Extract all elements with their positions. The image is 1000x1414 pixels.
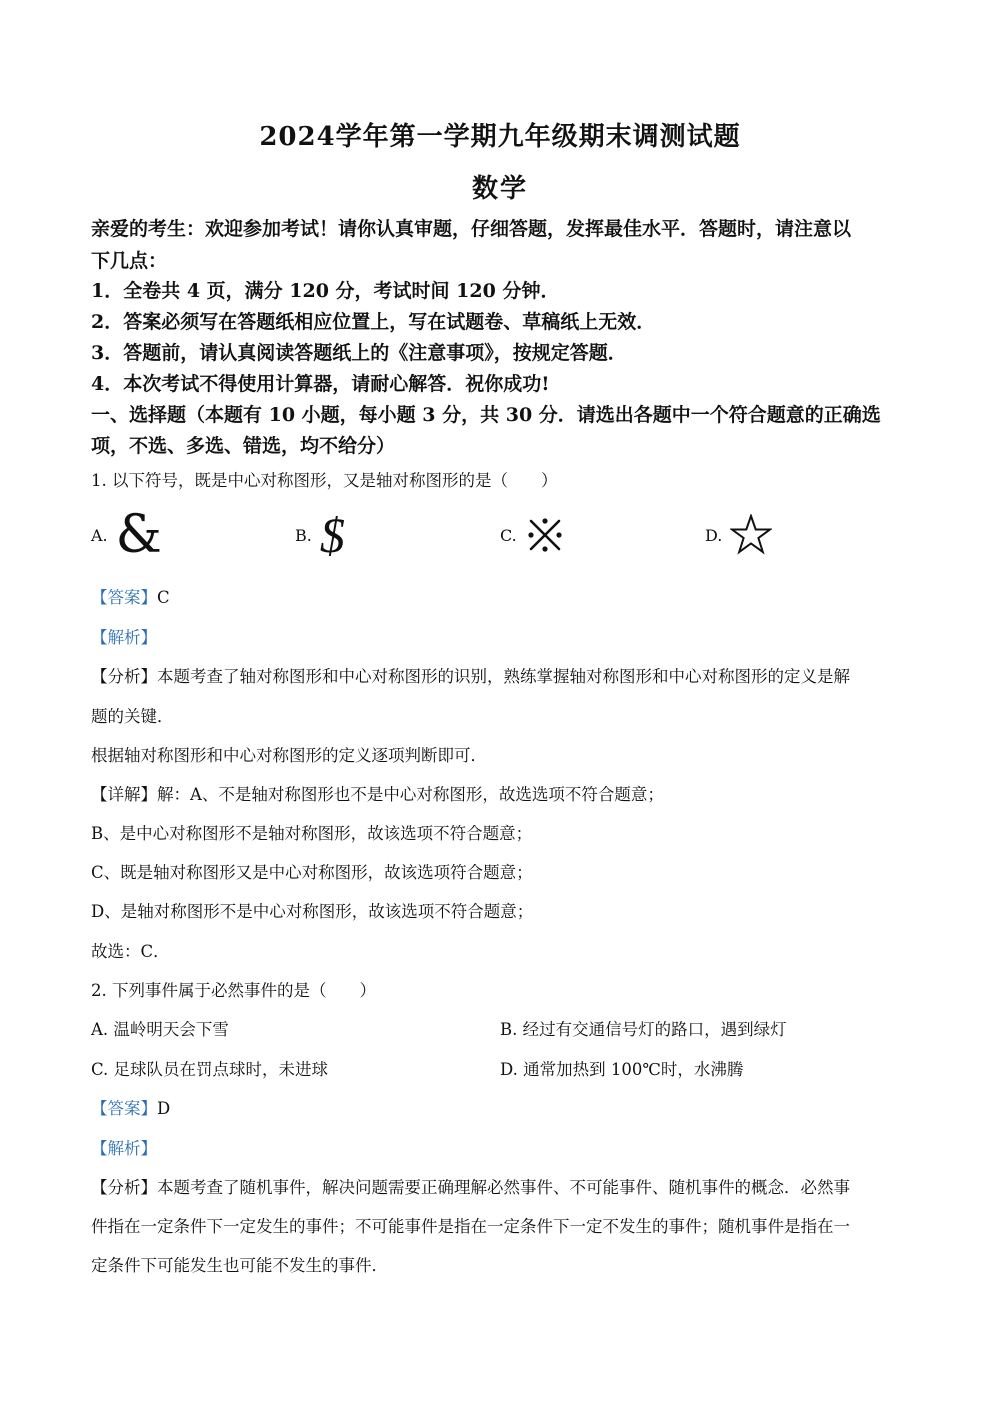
answer-value: D xyxy=(157,1099,171,1118)
star-outline-icon xyxy=(730,514,772,556)
q2-option-c xyxy=(91,1056,328,1080)
q2-answer xyxy=(91,1095,170,1119)
q1-fenxi-line-2: 题的关键． xyxy=(91,707,174,726)
q1-option-a-label: A. xyxy=(91,525,108,545)
q1-detail-line-4: D、是轴对称图形不是中心对称图形，故该选项不符合题意； xyxy=(91,902,534,921)
q1-detail-line-3: C、既是轴对称图形又是中心对称图形，故该选项符合题意； xyxy=(91,863,533,882)
detail-tag: 【详解】 xyxy=(91,785,157,804)
note-2: 2．答案必须写在答题纸相应位置上，写在试题卷、草稿纸上无效． xyxy=(91,311,656,333)
q2-option-b-text: 经过有交通信号灯的路口，遇到绿灯 xyxy=(522,1020,787,1039)
fenxi-tag: 【分析】 xyxy=(91,667,157,686)
q1-detail-line-2: B、是中心对称图形不是轴对称图形，故该选项不符合题意； xyxy=(91,824,533,843)
intro-line-2: 下几点： xyxy=(91,250,168,272)
q2-fenxi-line-1 xyxy=(91,1174,850,1198)
q1-method: 根据轴对称图形和中心对称图形的定义逐项判断即可． xyxy=(91,746,487,765)
q1-option-b-label: B. xyxy=(295,525,312,545)
q2-option-d-label: D. xyxy=(500,1060,518,1079)
note-3: 3．答题前，请认真阅读答题纸上的《注意事项》，按规定答题． xyxy=(91,342,627,364)
answer-tag: 【答案】 xyxy=(91,588,157,607)
q2-option-c-text: 足球队员在罚点球时，未进球 xyxy=(113,1060,329,1079)
ampersand-icon: & xyxy=(115,505,162,565)
q1-answer xyxy=(91,584,170,608)
q2-option-d xyxy=(500,1056,743,1080)
fenxi-tag: 【分析】 xyxy=(91,1178,157,1197)
section-heading-line-2: 项，不选、多选、错选，均不给分） xyxy=(91,435,396,457)
q2-option-a xyxy=(91,1016,229,1040)
note-1: 1．全卷共 4 页，满分 120 分，考试时间 120 分钟． xyxy=(91,280,560,302)
q2-option-a-text: 温岭明天会下雪 xyxy=(113,1020,229,1039)
q1-option-c xyxy=(500,505,565,565)
q2-fenxi-line-3: 定条件下可能发生也可能不发生的事件． xyxy=(91,1256,388,1275)
q1-option-c-label: C. xyxy=(500,525,517,545)
dollar-icon: $ xyxy=(319,507,345,563)
q1-option-b xyxy=(295,505,345,565)
q2-option-b-label: B. xyxy=(500,1020,518,1039)
intro-line-1: 亲爱的考生：欢迎参加考试！请你认真审题，仔细答题，发挥最佳水平．答题时，请注意以 xyxy=(91,218,852,240)
q2-analysis-tag: 【解析】 xyxy=(91,1139,157,1158)
q1-analysis-tag: 【解析】 xyxy=(91,628,157,647)
q2-stem: 2. 下列事件属于必然事件的是（ ） xyxy=(91,981,376,1000)
q1-detail-line-5: 故选：C． xyxy=(91,942,170,961)
exam-title: 2024学年第一学期九年级期末调测试题 xyxy=(259,122,741,152)
q1-option-a xyxy=(91,505,162,565)
q2-option-b xyxy=(500,1016,787,1040)
q1-option-d xyxy=(705,505,772,565)
fenxi-text: 本题考查了轴对称图形和中心对称图形的识别，熟练掌握轴对称图形和中心对称图形的定义是解 xyxy=(157,667,850,686)
subject-title: 数学 xyxy=(471,174,528,204)
answer-value: C xyxy=(157,588,170,607)
q2-option-d-text: 通常加热到 100℃时，水沸腾 xyxy=(523,1060,744,1079)
q1-detail-line-1 xyxy=(91,781,664,805)
q1-stem: 1. 以下符号，既是中心对称图形，又是轴对称图形的是（ ） xyxy=(91,471,558,490)
answer-tag: 【答案】 xyxy=(91,1099,157,1118)
reference-mark-icon xyxy=(525,515,565,555)
note-4: 4．本次考试不得使用计算器，请耐心解答．祝你成功! xyxy=(91,373,550,395)
detail-text: 解：A、不是轴对称图形也不是中心对称图形，故选选项不符合题意； xyxy=(157,785,664,804)
q2-option-a-label: A. xyxy=(91,1020,109,1039)
q2-fenxi-line-2: 件指在一定条件下一定发生的事件；不可能事件是指在一定条件下一定不发生的事件；随机事件是指在一 xyxy=(91,1217,850,1236)
q2-option-c-label: C. xyxy=(91,1060,109,1079)
section-heading-line-1: 一、选择题（本题有 10 小题，每小题 3 分，共 30 分．请选出各题中一个符合题意的正确选 xyxy=(91,404,881,426)
q1-option-d-label: D. xyxy=(705,525,723,545)
fenxi-text: 本题考查了随机事件，解决问题需要正确理解必然事件、不可能事件、随机事件的概念．必然事 xyxy=(157,1178,850,1197)
q1-fenxi-line-1 xyxy=(91,663,850,687)
